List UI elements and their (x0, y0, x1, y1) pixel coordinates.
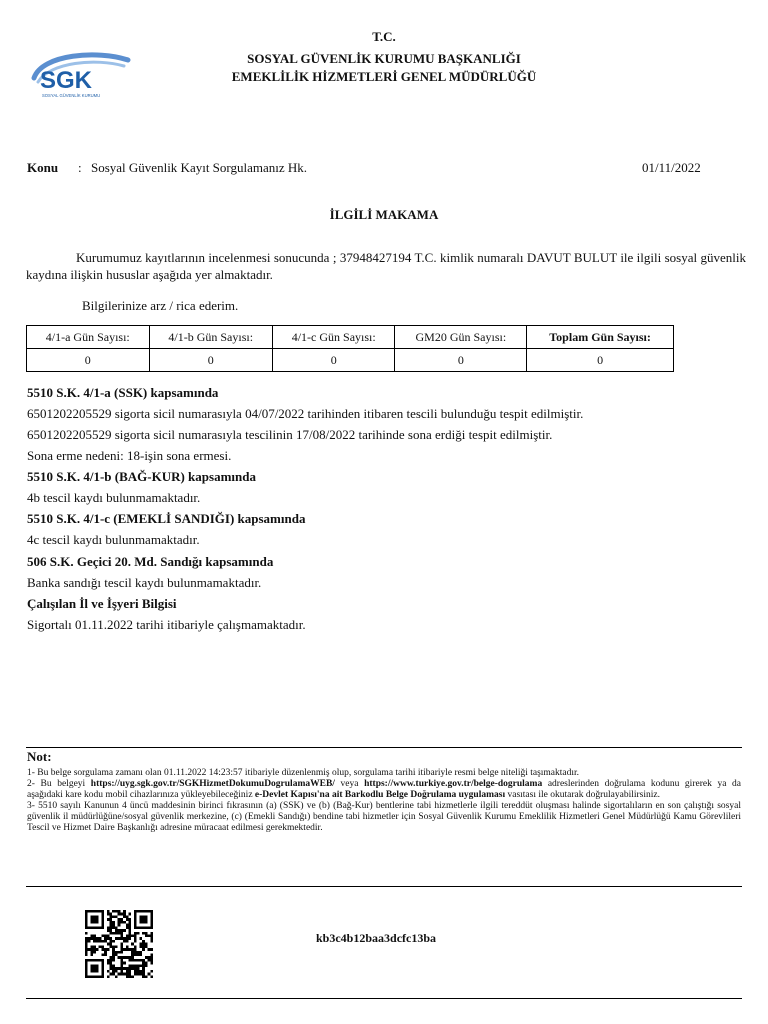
header-cell-41b: 4/1-b Gün Sayısı: (149, 326, 272, 349)
body-paragraph-2: Bilgilerinize arz / rica ederim. (82, 298, 239, 313)
note-1: 1- Bu belge sorgulama zamanı olan 01.11.2022 14:23:57 itibariyle düzenlenmiş olup, sorgulama tarihi itibariyle resmi belge niteliği taşımaktadır. (27, 768, 580, 778)
value-cell-gm20: 0 (395, 349, 527, 372)
note-2-part-d: vasıtası ile okutarak doğrulayabilirsiniz. (507, 790, 660, 800)
section-emekli-title: 5510 S.K. 4/1-c (EMEKLİ SANDIĞI) kapsamında (27, 511, 306, 526)
section-workplace-title: Çalışılan İl ve İşyeri Bilgisi (27, 596, 177, 611)
logo-text: SGK (40, 67, 93, 94)
verification-code: kb3c4b12baa3dcfc13ba (316, 931, 437, 945)
table-header-row (27, 326, 674, 349)
note-2-app-name: e-Devlet Kapısı'na ait Barkodlu Belge Doğrulama uygulaması (254, 790, 506, 800)
notes-block (27, 768, 741, 834)
section-ssk-line-1: 6501202205529 sigorta sicil numarasıyla 04/07/2022 tarihinden itibaren tescili bulunduğu tespit edilmiştir. (27, 406, 584, 421)
header-directorate: EMEKLİLİK HİZMETLERİ GENEL MÜDÜRLÜĞÜ (231, 69, 537, 84)
qr-code-icon (85, 910, 153, 978)
header-institution: SOSYAL GÜVENLİK KURUMU BAŞKANLIĞI (247, 51, 521, 66)
header-cell-41a: 4/1-a Gün Sayısı: (27, 326, 150, 349)
header-cell-total: Toplam Gün Sayısı: (527, 326, 674, 349)
value-cell-41a: 0 (27, 349, 150, 372)
body-paragraph-1: Kurumumuz kayıtlarının incelenmesi sonucunda ; 37948427194 T.C. kimlik numaralı DAVUT BULUT ile ilgili sosyal güvenlik kaydına ilişkin hususlar aşağıda yer almaktadır. (26, 250, 746, 282)
table-value-row (27, 349, 674, 372)
section-emekli-line-1: 4c tescil kaydı bulunmamaktadır. (27, 532, 200, 547)
note-2 (27, 779, 741, 801)
document-date: 01/11/2022 (642, 160, 701, 175)
konu-colon: : (78, 160, 82, 175)
konu-text: Sosyal Güvenlik Kayıt Sorgulamanız Hk. (91, 160, 308, 175)
section-ssk-line-2: 6501202205529 sigorta sicil numarasıyla tescilinin 17/08/2022 tarihinde sona erdiği tespit edilmiştir. (27, 427, 553, 442)
section-workplace-line-1: Sigortalı 01.11.2022 tarihi itibariyle çalışmamaktadır. (27, 617, 306, 632)
logo-subtext: SOSYAL GÜVENLİK KURUMU (42, 93, 101, 98)
notes-title: Not: (27, 749, 52, 764)
header-cell-gm20: GM20 Gün Sayısı: (395, 326, 527, 349)
divider-middle (26, 886, 742, 887)
service-days-table (26, 325, 674, 372)
divider-bottom (26, 998, 742, 999)
verification-url-sgk[interactable]: https://uyg.sgk.gov.tr/SGKHizmetDokumuDogrulamaWEB/ (90, 779, 335, 789)
section-bagkur-line-1: 4b tescil kaydı bulunmamaktadır. (27, 490, 201, 505)
section-ssk-line-3: Sona erme nedeni: 18-işin sona ermesi. (27, 448, 232, 463)
value-cell-41b: 0 (149, 349, 272, 372)
header-cell-41c: 4/1-c Gün Sayısı: (272, 326, 395, 349)
konu-label: Konu (27, 160, 59, 175)
verification-url-turkiye[interactable]: https://www.turkiye.gov.tr/belge-dogrulama (364, 779, 543, 789)
value-cell-total: 0 (527, 349, 674, 372)
note-2-part-c: adreslerinden doğrulama kodunu girerek ya da aşağıdaki kare kodu mobil cihazlarınıza yükleyebileceğiniz (27, 779, 741, 800)
recipient-title: İLGİLİ MAKAMA (329, 207, 439, 222)
section-banka-title: 506 S.K. Geçici 20. Md. Sandığı kapsamında (27, 554, 274, 569)
section-ssk-title: 5510 S.K. 4/1-a (SSK) kapsamında (27, 385, 219, 400)
note-2-part-b: veya (340, 779, 359, 789)
section-bagkur-title: 5510 S.K. 4/1-b (BAĞ-KUR) kapsamında (27, 469, 256, 484)
note-3: 3- 5510 sayılı Kanunun 4 üncü maddesinin birinci fıkrasının (a) (SSK) ve (b) (Bağ-Kur) bentlerine tabi hizmetlerle ilgili tereddüt oluşması halinde sigortalıların en son çalıştığı sosyal güvenlik il müdürlüğüne/sosyal güvenlik merkezine, (c) (Emekli Sandığı) bendine tabi hizmetler için Sosyal Güvenlik Kurumu Emeklilik Hizmetleri Genel Müdürlüğü Kamu Görevlileri Tescil ve Hizmet Daire Başkanlığı adresine müracaat edilmesi gerekmektedir. (27, 801, 741, 833)
value-cell-41c: 0 (272, 349, 395, 372)
section-banka-line-1: Banka sandığı tescil kaydı bulunmamaktadır. (27, 575, 262, 590)
note-2-part-a: 2- Bu belgeyi (27, 779, 86, 789)
divider-top (26, 747, 742, 748)
header-tc: T.C. (372, 29, 396, 44)
